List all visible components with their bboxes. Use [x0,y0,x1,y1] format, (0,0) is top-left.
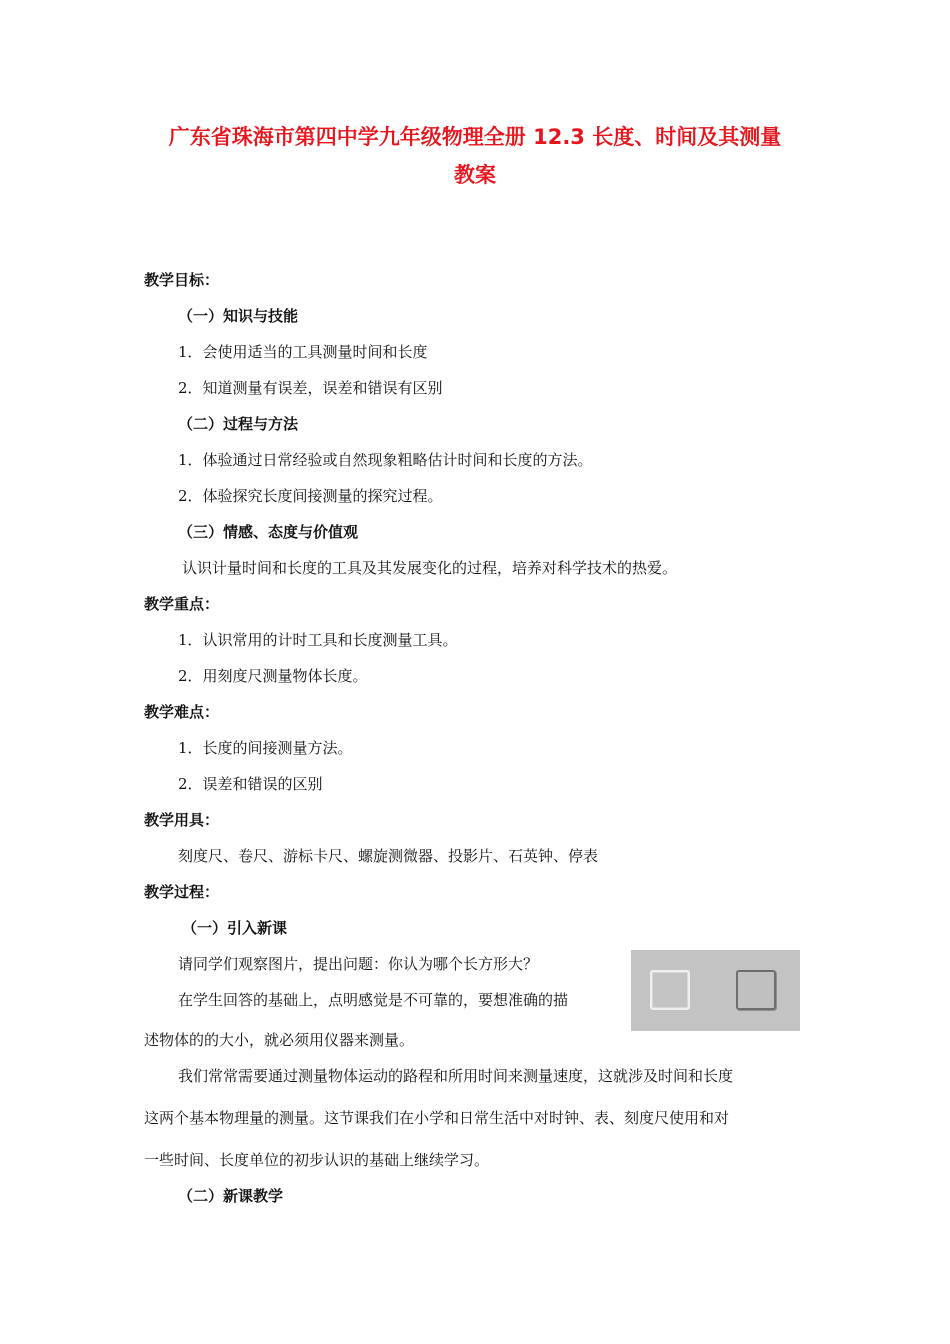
procedure-heading: 教学过程： [144,883,220,901]
intro-paragraph-3-line-3: 一些时间、长度单位的初步认识的基础上继续学习。 [144,1151,490,1169]
document-title-line-1: 广东省珠海市第四中学九年级物理全册 12.3 长度、时间及其测量 [168,125,782,149]
key-point-item-2: 2．用刻度尺测量物体长度。 [178,667,368,685]
knowledge-item-1: 1．会使用适当的工具测量时间和长度 [178,343,428,361]
process-item-1: 1．体验通过日常经验或自然现象粗略估计时间和长度的方法。 [178,451,593,469]
difficulties-heading: 教学难点： [144,703,220,721]
document-title-line-2: 教案 [454,163,496,187]
knowledge-item-2: 2．知道测量有误差，误差和错误有区别 [178,379,443,397]
intro-paragraph-3-line-1: 我们常常需要通过测量物体运动的路程和所用时间来测量速度，这就涉及时间和长度 [178,1067,734,1085]
intro-paragraph-2-line-2: 述物体的的大小，就必须用仪器来测量。 [144,1031,415,1049]
process-heading: （二）过程与方法 [178,415,299,433]
emotion-heading: （三）情感、态度与价值观 [178,523,359,541]
right-square-shape [736,970,776,1010]
new-lesson-heading: （二）新课教学 [178,1187,284,1205]
key-points-heading: 教学重点： [144,595,220,613]
emotion-text: 认识计量时间和长度的工具及其发展变化的过程，培养对科学技术的热爱。 [182,559,678,577]
process-item-2: 2．体验探究长度间接测量的探究过程。 [178,487,443,505]
key-point-item-1: 1．认识常用的计时工具和长度测量工具。 [178,631,458,649]
intro-heading: （一）引入新课 [182,919,288,937]
knowledge-heading: （一）知识与技能 [178,307,299,325]
difficulty-item-2: 2．误差和错误的区别 [178,775,323,793]
rectangle-comparison-figure [631,950,800,1031]
intro-paragraph-2-line-1: 在学生回答的基础上，点明感觉是不可靠的，要想准确的描 [178,991,569,1009]
intro-paragraph-1: 请同学们观察图片，提出问题：你认为哪个长方形大？ [178,955,539,973]
difficulty-item-1: 1．长度的间接测量方法。 [178,739,353,757]
tools-text: 刻度尺、卷尺、游标卡尺、螺旋测微器、投影片、石英钟、停表 [178,847,599,865]
intro-paragraph-3-line-2: 这两个基本物理量的测量。这节课我们在小学和日常生活中对时钟、表、刻度尺使用和对 [144,1109,730,1127]
tools-heading: 教学用具： [144,811,220,829]
objectives-heading: 教学目标： [144,271,220,289]
left-square-shape [650,970,690,1010]
